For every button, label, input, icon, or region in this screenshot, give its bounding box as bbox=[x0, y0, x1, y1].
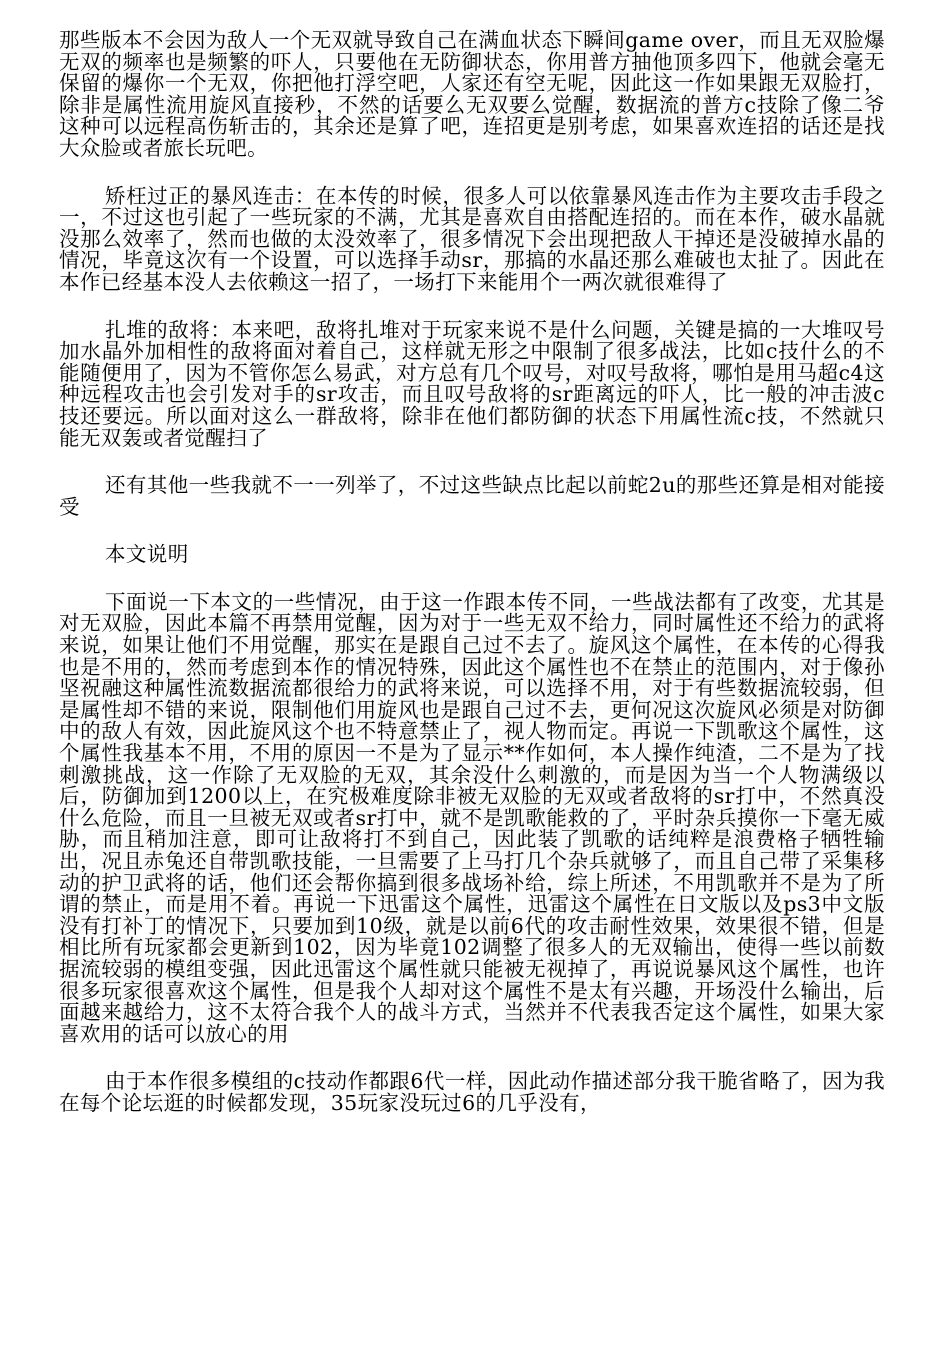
document-page bbox=[59, 30, 885, 1141]
paragraph-c-skill-notes: 由于本作很多模组的c技动作都跟6代一样，因此动作描述部分我干脆省略了，因为我在每个论坛逛的时候都发现，35玩家没玩过6的几乎没有， bbox=[59, 1069, 885, 1115]
paragraph-clustered-officers: 扎堆的敌将：本来吧，敌将扎堆对于玩家来说不是什么问题，关键是搞的一大堆叹号加水晶外加相性的敌将面对着自己，这样就无形之中限制了很多战法，比如c技什么的不能随便用了，因为不管你怎么易武，对方总有几个叹号，对叹号敌将，哪怕是用马超c4这种远程攻击也会引发对手的sr攻击，而且叹号敌将的sr距离远的吓人，比一般的冲击波c技还要远。所以面对这么一群敌将，除非在他们都防御的状态下用属性流c技，不然就只能无双轰或者觉醒扫了 bbox=[59, 317, 885, 450]
paragraph-musou-face: 那些版本不会因为敌人一个无双就导致自己在满血状态下瞬间game over，而且无双脸爆无双的频率也是频繁的吓人，只要他在无防御状态，你用普方抽他顶多四下，他就会毫无保留的爆你一个无双，你把他打浮空吧，人家还有空无呢，因此这一作如果跟无双脸打，除非是属性流用旋风直接秒，不然的话要么无双要么觉醒，数据流的普方c技除了像二爷这种可以远程高伤斩击的，其余还是算了吧，连招更是别考虑，如果喜欢连招的话还是找大众脸或者旅长玩吧。 bbox=[59, 28, 885, 160]
paragraph-storm-combo: 矫枉过正的暴风连击：在本传的时候，很多人可以依靠暴风连击作为主要攻击手段之一，不过这也引起了一些玩家的不满，尤其是喜欢自由搭配连招的。而在本作，破水晶就没那么效率了，然而也做的太没效率了，很多情况下会出现把敌人干掉还是没破掉水晶的情况，毕竟这次有一个设置，可以选择手动sr，那搞的水晶还那么难破也太扯了。因此在本作已经基本没人去依赖这一招了，一场打下来能用个一两次就很难得了 bbox=[59, 183, 885, 294]
paragraph-other-flaws: 还有其他一些我就不一一列举了，不过这些缺点比起以前蛇2u的那些还算是相对能接受 bbox=[59, 473, 885, 519]
paragraph-article-notes: 下面说一下本文的一些情况，由于这一作跟本传不同，一些战法都有了改变，尤其是对无双脸，因此本篇不再禁用觉醒，因为对于一些无双不给力，同时属性还不给力的武将来说，如果让他们不用觉醒，那实在是跟自己过不去了。旋风这个属性，在本传的心得我也是不用的，然而考虑到本作的情况特殊，因此这个属性也不在禁止的范围内，对于像孙坚祝融这种属性流数据流都很给力的武将来说，可以选择不用，对于有些数据流较弱，但是属性却不错的来说，限制他们用旋风也是跟自己过不去，更何况这次旋风必须是对防御中的敌人有效，因此旋风这个也不特意禁止了，视人物而定。再说一下凯歌这个属性，这个属性我基本不用，不用的原因一不是为了显示**作如何，本人操作纯渣，二不是为了找刺激挑战，这一作除了无双脸的无双，其余没什么刺激的，而是因为当一个人物满级以后，防御加到1200以上，在究极难度除非被无双脸的无双或者敌将的sr打中，不然真没什么危险，而且一旦被无双或者sr打中，就不是凯歌能救的了，平时杂兵摸你一下毫无威胁，而且稍加注意，即可让敌将打不到自己，因此装了凯歌的话纯粹是浪费格子牺牲输出，况且赤兔还自带凯歌技能，一旦需要了上马打几个杂兵就够了，而且自己带了采集移动的护卫武将的话，他们还会帮你搞到很多战场补给，综上所述，不用凯歌并不是为了所谓的禁止，而是用不着。再说一下迅雷这个属性，迅雷这个属性在日文版以及ps3中文版没有打补丁的情况下，只要加到10级，就是以前6代的攻击耐性效果，效果很不错，但是相比所有玩家都会更新到102，因为毕竟102调整了很多人的无双输出，使得一些以前数据流较弱的模组变强，因此迅雷这个属性就只能被无视掉了，再说说暴风这个属性，也许很多玩家很喜欢这个属性，但是我个人却对这个属性不是太有兴趣，开场没什么输出，后面越来越给力，这不太符合我个人的战斗方式，当然并不代表我否定这个属性，如果大家喜欢用的话可以放心的用 bbox=[59, 589, 885, 1046]
section-heading: 本文说明 bbox=[105, 542, 189, 567]
